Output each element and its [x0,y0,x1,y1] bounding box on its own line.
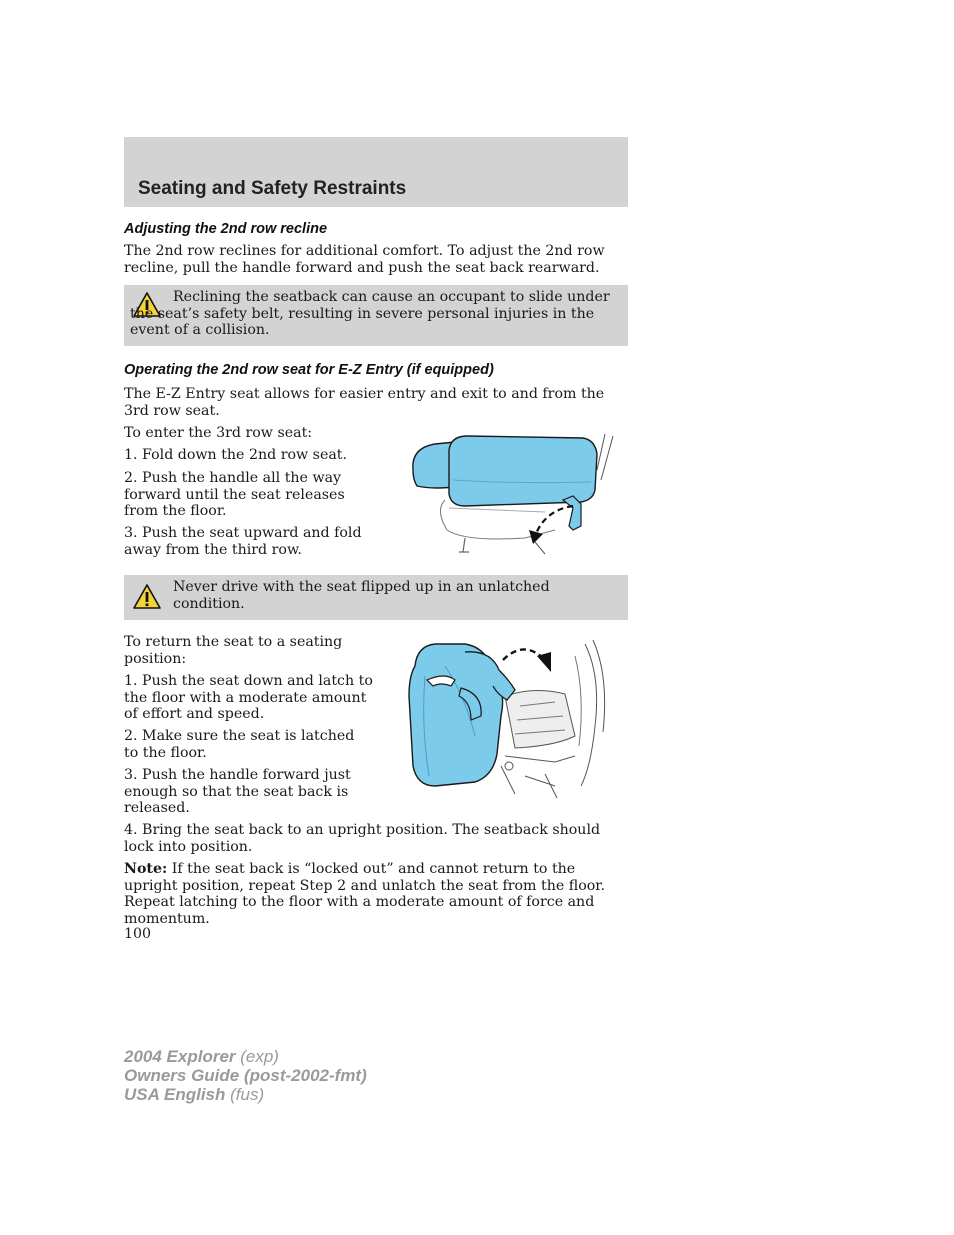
subheading-ez-entry: Operating the 2nd row seat for E-Z Entry (if equipped) [124,362,494,378]
label-return-seat: To return the seat to a seating position: [124,634,343,667]
paragraph-ez-entry-intro: The E-Z Entry seat allows for easier entry and exit to and from the 3rd row seat. [124,386,605,419]
warning-text-unlatched: Never drive with the seat flipped up in an unlatched condition. [173,579,550,612]
footer-model-code: (exp) [235,1047,279,1066]
enter-step-2: 2. Push the handle all the way forward until the seat releases from the floor. [124,470,345,519]
paragraph-recline: The 2nd row reclines for additional comfort. To adjust the 2nd row recline, pull the handle forward and push the seat back rearward. [124,243,605,276]
note-paragraph [124,861,624,927]
footer-guide: Owners Guide (post-2002-fmt) [124,1066,367,1085]
footer-line-model [124,1047,279,1066]
return-step-3: 3. Push the handle forward just enough so that the seat back is released. [124,767,351,816]
footer-line-guide [124,1066,367,1085]
folded-seat-illustration [405,430,617,560]
note-label: Note: [124,861,168,877]
flipped-seat-illustration [405,636,607,798]
note-text: If the seat back is “locked out” and cannot return to the upright position, repeat Step 2 and unlatch the seat from the floor. Repeat latching to the floor with a moderate amount of force and momentum. [124,861,606,927]
return-step-4: 4. Bring the seat back to an upright position. The seatback should lock into position. [124,822,601,855]
warning-triangle-icon [132,583,162,611]
warning-box-unlatched [124,575,628,620]
footer-language: USA English [124,1085,226,1104]
page-number: 100 [124,926,152,942]
subheading-recline: Adjusting the 2nd row recline [124,221,328,237]
footer-model: 2004 Explorer [124,1047,236,1066]
enter-step-1: 1. Fold down the 2nd row seat. [124,447,348,463]
warning-text-recline: Reclining the seatback can cause an occupant to slide under the seat’s safety belt, resulting in severe personal injuries in the event of a collision. [130,289,610,338]
section-title: Seating and Safety Restraints [138,178,407,199]
warning-box-recline [124,285,628,346]
return-step-2: 2. Make sure the seat is latched to the floor. [124,728,355,761]
footer-language-code: (fus) [225,1085,265,1104]
footer-line-language [124,1085,264,1104]
label-enter-third-row: To enter the 3rd row seat: [124,425,313,441]
enter-step-3: 3. Push the seat upward and fold away from the third row. [124,525,362,558]
return-step-1: 1. Push the seat down and latch to the floor with a moderate amount of effort and speed. [124,673,373,722]
